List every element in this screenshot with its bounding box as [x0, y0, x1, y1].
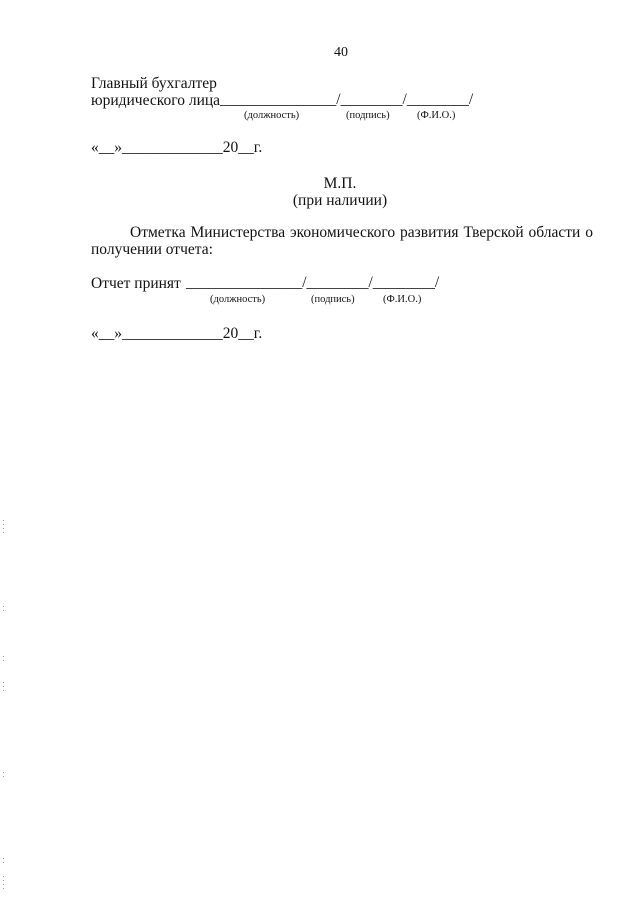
scan-speck — [3, 858, 4, 866]
accountant-caption-name: (Ф.И.О.) — [417, 110, 456, 121]
accountant-caption-position: (должность) — [244, 110, 300, 121]
scan-speck — [3, 876, 4, 890]
ministry-mark-line1: Отметка Министерства экономического развития Тверской области о — [130, 224, 593, 241]
scan-speck — [3, 682, 4, 694]
scan-speck — [3, 772, 4, 780]
scan-speck — [3, 520, 4, 536]
accountant-title-line2: юридического лица — [91, 92, 221, 109]
scan-speck — [3, 656, 4, 662]
date-line-2: «__»_____________20__г. — [91, 325, 263, 342]
report-caption-position: (должность) — [210, 294, 266, 305]
accountant-signature-line: _______________/________/________/ — [220, 91, 474, 108]
report-accepted-signature-line: _______________/________/________/ — [186, 274, 440, 291]
report-accepted-label: Отчет принят — [91, 275, 181, 292]
report-caption-signature: (подпись) — [311, 294, 355, 305]
page-number: 40 — [334, 45, 348, 60]
stamp-label: М.П. — [323, 175, 357, 192]
stamp-note: (при наличии) — [292, 192, 388, 209]
scan-speck — [3, 606, 4, 614]
date-line-1: «__»_____________20__г. — [91, 139, 263, 156]
accountant-caption-signature: (подпись) — [346, 110, 390, 121]
ministry-mark-line2: получении отчета: — [91, 241, 213, 258]
report-caption-name: (Ф.И.О.) — [383, 294, 422, 305]
accountant-title-line1: Главный бухгалтер — [91, 75, 217, 92]
